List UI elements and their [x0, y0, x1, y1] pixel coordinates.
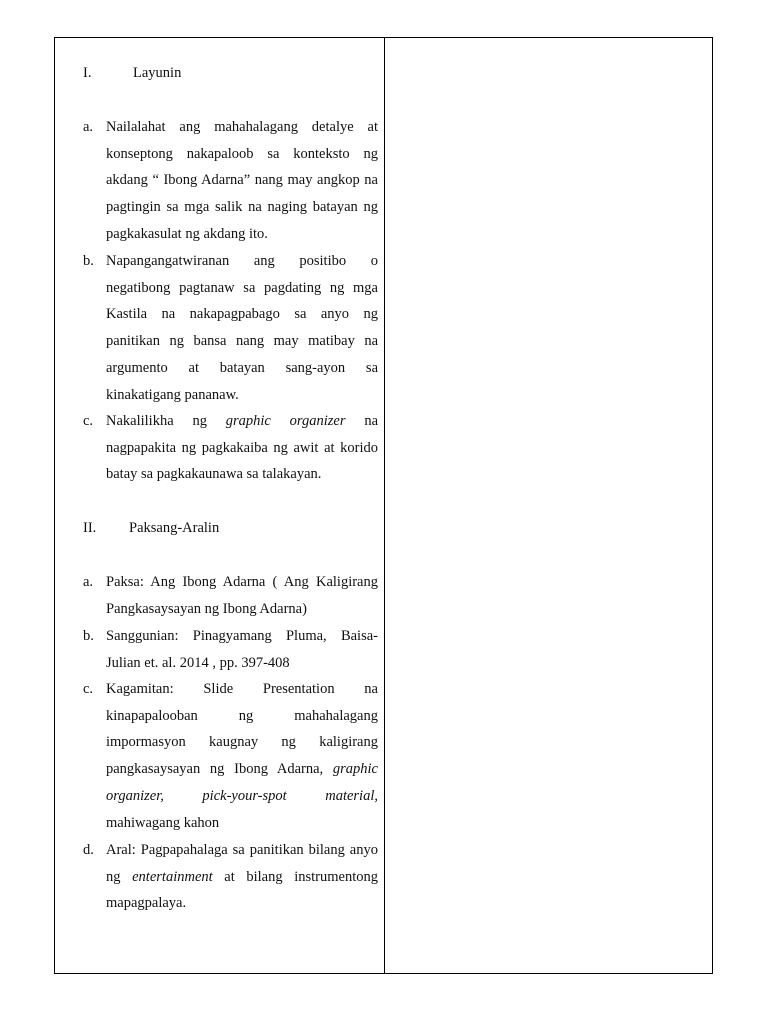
item-letter: b.	[83, 253, 94, 269]
item-letter: b.	[83, 628, 94, 644]
objective-item	[83, 408, 378, 488]
item-text: Napangangatwiranan ang positibo o negatibong pagtanaw sa pagdating ng mga Kastila na nakapagpabago sa anyo ng panitikan ng bansa nang may matibay na argumento at batayan sang-ayon sa kinakatigang pananaw.	[106, 253, 378, 403]
item-text-italic: graphic organizer, pick-your-spot material,	[106, 761, 378, 804]
section-number: II.	[83, 520, 97, 536]
section-title: Paksang-Aralin	[129, 520, 220, 536]
item-text-part: Aral: Pagpapahalaga sa panitikan bilang anyo ng	[106, 842, 378, 885]
lesson-plan-table	[54, 37, 713, 974]
section-title: Layunin	[133, 65, 182, 81]
column-divider	[384, 38, 385, 973]
item-letter: a.	[83, 119, 94, 135]
item-text-italic: entertainment	[132, 868, 213, 885]
item-text-part: na nagpapakita ng pagkakaiba ng awit at korido batay sa pagkakaunawa sa talakayan.	[106, 413, 378, 483]
objective-item	[83, 248, 378, 408]
item-text	[106, 408, 378, 488]
item-text-part: at bilang instrumentong mapagpalaya.	[106, 868, 379, 912]
topic-item	[83, 837, 378, 917]
section-number: I.	[83, 65, 92, 81]
objective-item	[83, 114, 378, 248]
item-text-italic: graphic organizer	[225, 413, 346, 429]
topic-item	[83, 569, 378, 622]
item-text-part: Kagamitan: Slide Presentation na kinapapalooban ng mahahalagang impormasyon kaugnay ng kaligirang pangkasaysayan ng Ibong Adarna,	[106, 681, 378, 778]
item-text: Paksa: Ang Ibong Adarna ( Ang Kaligirang Pangkasaysayan ng Ibong Adarna)	[106, 574, 378, 617]
item-text-part: mahiwagang kahon	[106, 814, 220, 831]
item-text: Sanggunian: Pinagyamang Pluma, Baisa-Julian et. al. 2014 , pp. 397-408	[106, 628, 378, 671]
item-text	[106, 676, 378, 836]
item-letter: a.	[83, 574, 94, 590]
topic-item	[83, 676, 378, 836]
topic-item	[83, 623, 378, 676]
item-text	[106, 837, 378, 917]
item-text: Nailalahat ang mahahalagang detalye at konseptong nakapaloob sa konteksto ng akdang “ Ibong Adarna” nang may angkop na pagtingin sa mga salik na naging batayan ng pagkakasulat ng akdang ito.	[106, 119, 378, 242]
item-letter: c.	[83, 681, 94, 697]
item-text-part: Nakalilikha ng	[106, 413, 226, 429]
item-letter: d.	[83, 842, 94, 858]
item-letter: c.	[83, 413, 94, 429]
